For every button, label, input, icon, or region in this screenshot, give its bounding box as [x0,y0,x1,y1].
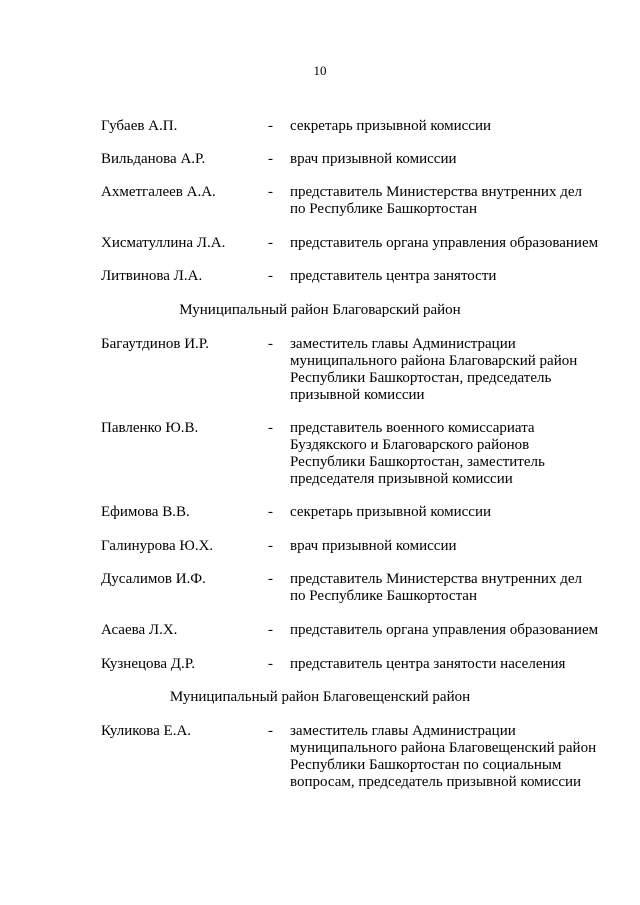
role-line: секретарь призывной комиссии [290,504,492,520]
role-line: по Республике Башкортостан [290,201,477,217]
member-role [290,184,635,218]
member-name: Асаева Л.Х. [101,622,178,638]
dash: - [268,151,273,167]
role-line: заместитель главы Администрации [290,336,516,352]
dash: - [268,571,273,587]
member-name: Ефимова В.В. [101,504,190,520]
member-name: Кузнецова Д.Р. [101,656,196,672]
member-role [290,420,635,488]
member-role [290,268,635,285]
role-line: представитель военного комиссариата [290,420,535,436]
member-name: Дусалимов И.Ф. [101,571,206,587]
member-role [290,235,635,252]
district-heading: Муниципальный район Благовещенский район [169,689,471,705]
role-line: врач призывной комиссии [290,151,457,167]
dash: - [268,268,273,284]
member-name: Вильданова А.Р. [101,151,206,167]
dash: - [268,656,273,672]
member-name: Галинурова Ю.Х. [101,538,214,554]
role-line: муниципального района Благоварский район [290,353,578,369]
role-line: призывной комиссии [290,387,425,403]
dash: - [268,118,273,134]
dash: - [268,336,273,352]
member-role [290,336,635,404]
member-role [290,723,635,791]
member-role [290,504,635,521]
district-heading: Муниципальный район Благоварский район [179,302,461,318]
role-line: Республики Башкортостан, заместитель [290,454,545,470]
role-line: Республики Башкортостан по социальным [290,757,562,773]
member-role [290,151,635,168]
role-line: секретарь призывной комиссии [290,118,492,134]
dash: - [268,504,273,520]
role-line: вопросам, председатель призывной комиссии [290,774,582,790]
member-role [290,656,635,673]
role-line: представитель органа управления образованием [290,235,599,251]
member-role [290,571,635,605]
member-name: Ахметгалеев А.А. [101,184,216,200]
member-name: Павленко Ю.В. [101,420,199,436]
role-line: врач призывной комиссии [290,538,457,554]
member-role [290,622,635,639]
member-name: Литвинова Л.А. [101,268,203,284]
role-line: представитель органа управления образованием [290,622,599,638]
role-line: представитель центра занятости населения [290,656,566,672]
role-line: Республики Башкортостан, председатель [290,370,552,386]
role-line: по Республике Башкортостан [290,588,477,604]
member-name: Багаутдинов И.Р. [101,336,209,352]
role-line: председателя призывной комиссии [290,471,513,487]
role-line: представитель Министерства внутренних дел [290,184,582,200]
dash: - [268,184,273,200]
member-name: Губаев А.П. [101,118,178,134]
role-line: заместитель главы Администрации [290,723,516,739]
role-line: представитель Министерства внутренних дел [290,571,582,587]
member-name: Хисматуллина Л.А. [101,235,226,251]
dash: - [268,622,273,638]
dash: - [268,420,273,436]
member-role [290,538,635,555]
member-role [290,118,635,135]
dash: - [268,235,273,251]
dash: - [268,538,273,554]
page-number: 10 [313,63,327,78]
role-line: Буздякского и Благоварского районов [290,437,530,453]
role-line: муниципального района Благовещенский район [290,740,597,756]
role-line: представитель центра занятости [290,268,497,284]
dash: - [268,723,273,739]
member-name: Куликова Е.А. [101,723,192,739]
